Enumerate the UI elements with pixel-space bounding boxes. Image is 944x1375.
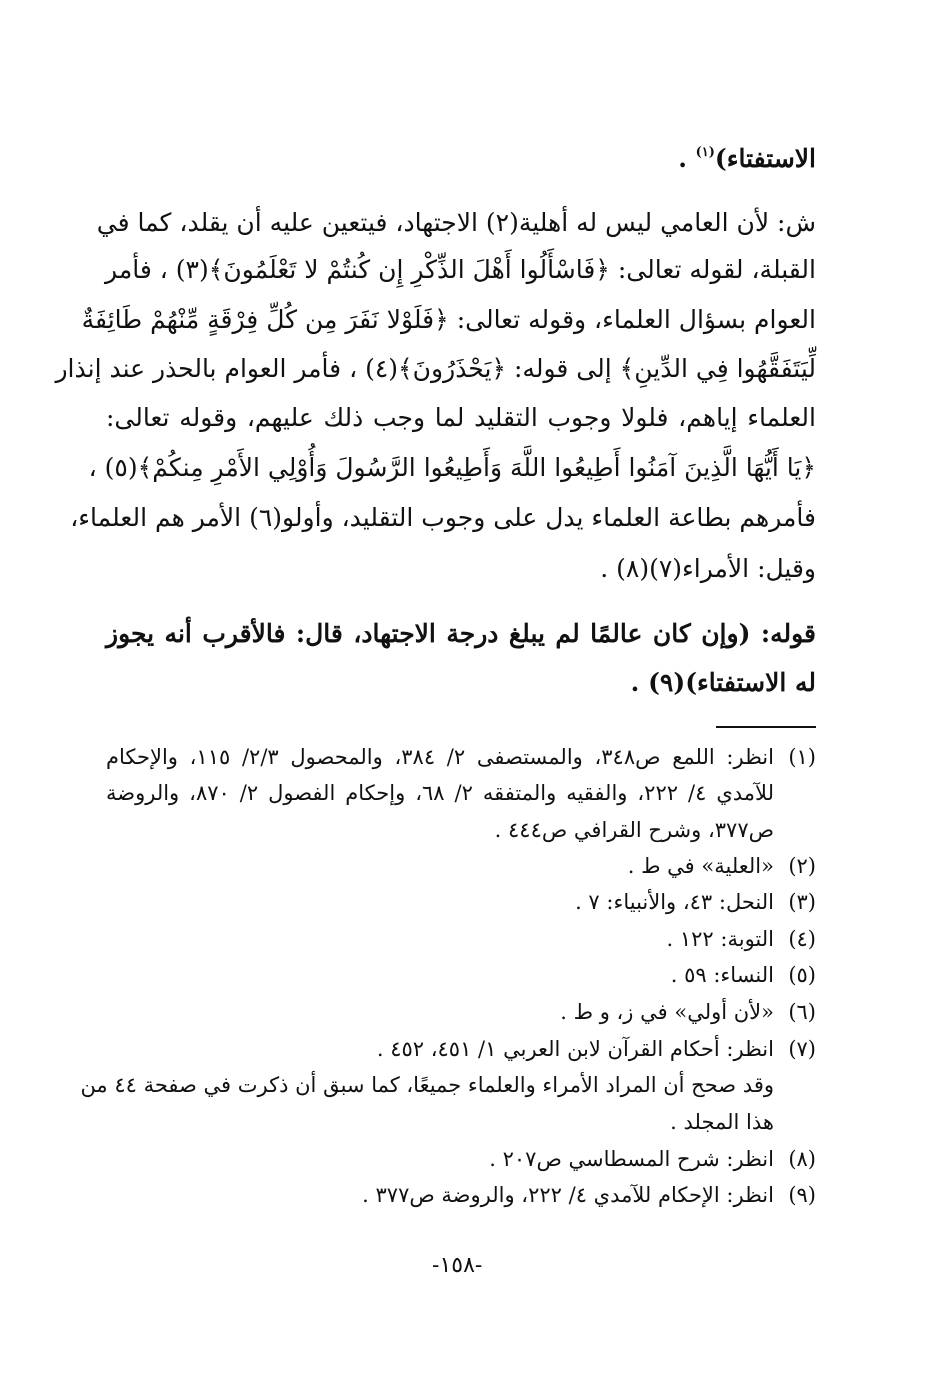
- footnote-number: (٤): [788, 927, 816, 951]
- footnote-separator: [716, 726, 816, 728]
- continuation-line: [678, 146, 816, 171]
- para1-line-4: لِّيَتَفَقَّهُوا فِي الدِّينِ﴾ إلى قوله: ﴿يَحْذَرُونَ﴾(٤) ، فأمر العوام بالحذر عند إنذار: [55, 354, 816, 383]
- footnote-1-line-2: للآمدي ٤/ ٢٢٢، والفقيه والمتفقه ٢/ ٦٨، وإحكام الفصول ٢/ ٨٧٠، والروضة: [106, 781, 774, 805]
- footnote-6-line-1: «لأن أولي» في ز، و ط .: [560, 1000, 774, 1024]
- para1-line-6: ﴿يَا أَيُّهَا الَّذِينَ آمَنُوا أَطِيعُوا اللَّهَ وَأَطِيعُوا الرَّسُولَ وَأُوْلِي الأَمْرِ مِنكُمْ﴾(٥) ،: [88, 453, 816, 482]
- footnote-7-line-2: وقد صحح أن المراد الأمراء والعلماء جميعًا، كما سبق أن ذكرت في صفحة ٤٤ من: [80, 1073, 774, 1097]
- footnote-4-line-1: التوبة: ١٢٢ .: [666, 927, 774, 951]
- footnote-number: (٨): [788, 1147, 816, 1171]
- footnote-number: (٥): [788, 963, 816, 987]
- para2-line-1: قوله: (وإن كان عالمًا لم يبلغ درجة الاجتهاد، قال: فالأقرب أنه يجوز: [106, 619, 816, 648]
- footnote-ref: (١): [695, 145, 715, 160]
- para1-line-2: القبلة، لقوله تعالى: ﴿فَاسْأَلُوا أَهْلَ الذِّكْرِ إِن كُنتُمْ لا تَعْلَمُونَ﴾(٣) ، فأمر: [105, 255, 816, 284]
- footnote-1-line-3: ص٣٧٧، وشرح القرافي ص٤٤٤ .: [494, 818, 774, 842]
- footnote-number: (٢): [788, 854, 816, 878]
- footnote-number: (٩): [788, 1183, 816, 1207]
- para2-line-2: له الاستفتاء)(٩) .: [630, 668, 816, 697]
- footnote-9-line-1: انظر: الإحكام للآمدي ٤/ ٢٢٢، والروضة ص٣٧٧ .: [362, 1183, 774, 1207]
- footnote-3-line-1: النحل: ٤٣، والأنبياء: ٧ .: [575, 890, 774, 914]
- footnote-7-line-3: هذا المجلد .: [670, 1110, 774, 1134]
- footnote-number: (١): [788, 745, 816, 769]
- continuation-text: الاستفتاء): [714, 144, 816, 173]
- para1-line-5: العلماء إياهم، فلولا وجوب التقليد لما وجب ذلك عليهم، وقوله تعالى:: [106, 403, 816, 432]
- continuation-end: .: [678, 144, 696, 173]
- para1-line-8: وقيل: الأمراء(٧)(٨) .: [600, 554, 816, 583]
- footnote-number: (٧): [788, 1037, 816, 1061]
- footnote-2-line-1: «العلية» في ط .: [627, 854, 774, 878]
- footnote-number: (٦): [788, 1000, 816, 1024]
- page-number: -١٥٨-: [432, 1253, 483, 1278]
- para1-line-1: ش: لأن العامي ليس له أهلية(٢) الاجتهاد، فيتعين عليه أن يقلد، كما في: [96, 208, 816, 237]
- footnote-7-line-1: انظر: أحكام القرآن لابن العربي ١/ ٤٥١، ٤٥٢ .: [376, 1037, 774, 1061]
- para1-line-7: فأمرهم بطاعة العلماء يدل على وجوب التقليد، وأولو(٦) الأمر هم العلماء،: [70, 503, 816, 532]
- footnote-number: (٣): [788, 890, 816, 914]
- footnote-5-line-1: النساء: ٥٩ .: [670, 963, 774, 987]
- footnote-1-line-1: انظر: اللمع ص٣٤٨، والمستصفى ٢/ ٣٨٤، والمحصول ٢/٣/ ١١٥، والإحكام: [106, 745, 774, 769]
- para1-line-3: العوام بسؤال العلماء، وقوله تعالى: ﴿فَلَوْلا نَفَرَ مِن كُلِّ فِرْقَةٍ مِّنْهُمْ طَائِفَةٌ: [81, 305, 816, 334]
- footnote-8-line-1: انظر: شرح المسطاسي ص٢٠٧ .: [489, 1147, 774, 1171]
